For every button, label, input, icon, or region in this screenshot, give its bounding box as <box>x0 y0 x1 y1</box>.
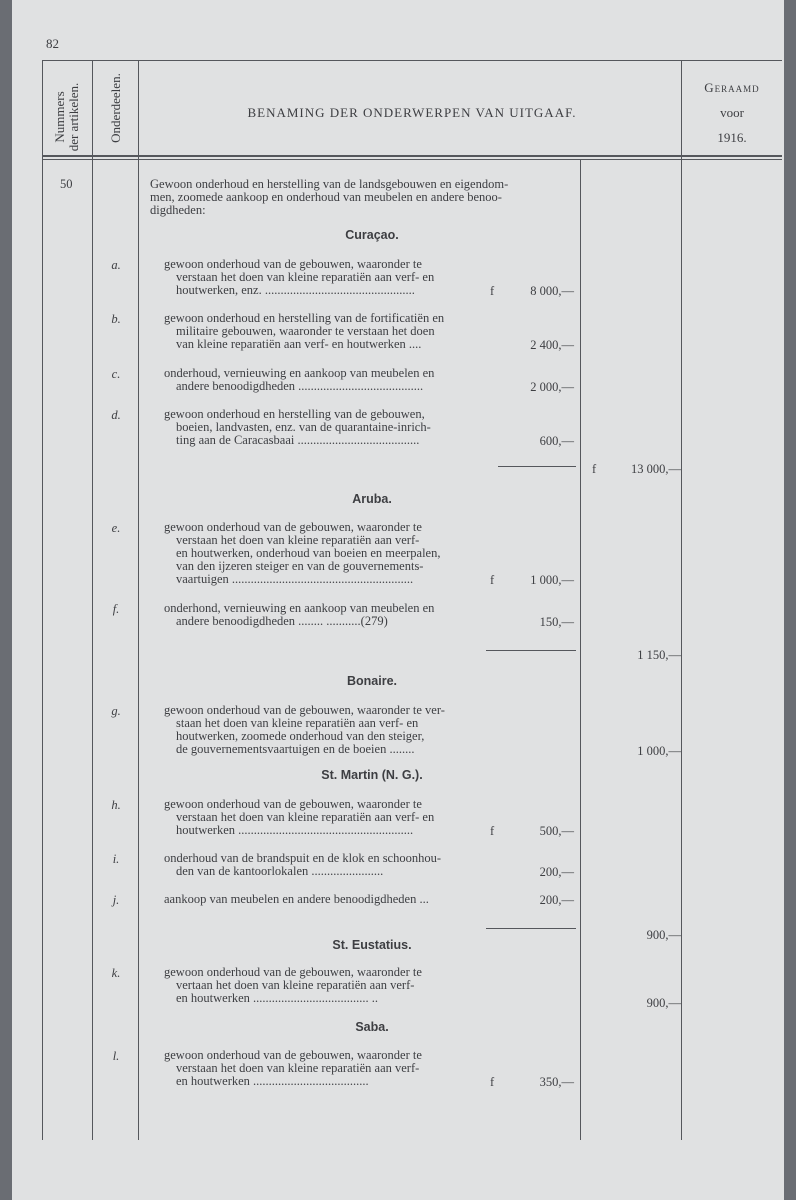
header-geraamd: Geraamd <box>704 80 760 95</box>
header-voor: voor <box>720 105 744 120</box>
header-nummers: Nummers der artikelen. <box>52 82 81 152</box>
subtotal-rule-aruba <box>486 650 576 651</box>
heading-saba: Saba. <box>355 1020 389 1034</box>
item-l-line-1: gewoon onderhoud van de gebouwen, waaronder te <box>164 1048 422 1062</box>
item-h-currency: f <box>490 824 495 838</box>
item-i-line-1: onderhoud van de brandspuit en de klok en schoonhou- <box>164 851 442 865</box>
subtotal-rule-curacao <box>498 466 576 467</box>
item-b-line-3: van kleine reparatiën aan verf- en houtwerken .... <box>176 337 422 351</box>
left-scan-border <box>0 0 12 1200</box>
item-g-line-1: gewoon onderhoud van de gebouwen, waaronder te ver- <box>164 703 445 717</box>
item-letter-k: k. <box>111 966 121 980</box>
item-h-line-2: verstaan het doen van kleine reparatiën aan verf- en <box>176 810 435 824</box>
subtotal-rule-st-martin <box>486 928 576 929</box>
item-k-line-2: vertaan het doen van kleine reparatiën aan verf- <box>176 978 415 992</box>
item-e-line-2: verstaan het doen van kleine reparatiën aan verf- <box>176 533 420 547</box>
item-h-line-1: gewoon onderhoud van de gebouwen, waaronder te <box>164 797 422 811</box>
right-scan-border <box>784 0 796 1200</box>
item-i-amount: 200,— <box>539 865 574 879</box>
item-letter-a: a. <box>111 258 121 272</box>
item-e-line-3: en houtwerken, onderhoud van boeien en meerpalen, <box>176 546 441 560</box>
item-letter-i: i. <box>112 852 120 866</box>
item-letter-h: h. <box>111 798 121 812</box>
item-h-line-3: houtwerken ........................................................ <box>176 823 414 837</box>
item-f-line-2: andere benoodigdheden ........ ...........(279) <box>176 614 388 628</box>
item-e-amount: 1 000,— <box>530 573 574 587</box>
item-a-line-1: gewoon onderhoud van de gebouwen, waaronder te <box>164 257 422 271</box>
total-curacao: 13 000,— <box>631 462 681 476</box>
item-b-line-1: gewoon onderhoud en herstelling van de fortificatiën en <box>164 311 445 325</box>
item-f-line-1: onderhond, vernieuwing en aankoop van meubelen en <box>164 601 435 615</box>
total-st-martin: 900,— <box>646 928 681 942</box>
part-column-rule <box>138 60 139 1140</box>
item-d-line-1: gewoon onderhoud en herstelling van de gebouwen, <box>164 407 425 421</box>
item-a-currency: f <box>490 284 495 298</box>
page-number: 82 <box>46 36 59 51</box>
header-onderdeelen: Onderdeelen. <box>108 73 123 143</box>
item-letter-e: e. <box>111 521 121 535</box>
number-column-rule <box>92 60 93 1140</box>
item-c-line-1: onderhoud, vernieuwing en aankoop van meubelen en <box>164 366 435 380</box>
total-currency-curacao: f <box>592 462 597 476</box>
document-page <box>12 0 784 1200</box>
item-c-amount: 2 000,— <box>530 380 574 394</box>
heading-st-eustatius: St. Eustatius. <box>332 938 412 952</box>
item-a-amount: 8 000,— <box>530 284 574 298</box>
header-top-rule <box>42 60 782 61</box>
item-letter-d: d. <box>111 408 121 422</box>
article-intro-1: Gewoon onderhoud en herstelling van de landsgebouwen en eigendom- <box>150 177 509 191</box>
article-number: 50 <box>60 177 73 191</box>
item-g-line-3: houtwerken, zoomede onderhoud van den steiger, <box>176 729 425 743</box>
item-d-line-3: ting aan de Caracasbaai ....................................... <box>176 433 420 447</box>
total-bonaire: 1 000,— <box>637 744 681 758</box>
item-f-amount: 150,— <box>539 615 574 629</box>
heading-bonaire: Bonaire. <box>346 674 397 688</box>
heading-st-martin: St. Martin (N. G.). <box>321 768 423 782</box>
item-j-amount: 200,— <box>539 893 574 907</box>
left-column-rule <box>42 60 43 1140</box>
item-c-line-2: andere benoodigdheden ........................................ <box>176 379 424 393</box>
total-column-rule <box>681 60 682 1140</box>
header-title: BENAMING DER ONDERWERPEN VAN UITGAAF. <box>247 105 577 120</box>
item-l-amount: 350,— <box>539 1075 574 1089</box>
item-letter-l: l. <box>112 1049 120 1063</box>
heading-aruba: Aruba. <box>352 492 392 506</box>
article-intro-3: digdheden: <box>150 203 206 217</box>
header-year: 1916. <box>717 130 747 145</box>
item-a-line-2: verstaan het doen van kleine reparatiën aan verf- en <box>176 270 435 284</box>
item-k-line-3: en houtwerken ..................................... .. <box>176 991 379 1005</box>
item-b-amount: 2 400,— <box>530 338 574 352</box>
item-e-line-1: gewoon onderhoud van de gebouwen, waaronder te <box>164 520 422 534</box>
item-g-line-4: de gouvernementsvaartuigen en de boeien ........ <box>176 742 415 756</box>
item-e-line-5: vaartuigen .......................................................... <box>176 572 414 586</box>
item-h-amount: 500,— <box>539 824 574 838</box>
item-i-line-2: den van de kantoorlokalen ....................... <box>176 864 384 878</box>
item-letter-f: f. <box>112 602 120 616</box>
item-j-line-1: aankoop van meubelen en andere benoodigdheden ... <box>164 892 429 906</box>
item-l-line-3: en houtwerken ..................................... <box>176 1074 369 1088</box>
item-b-line-2: militaire gebouwen, waaronder te verstaan het doen <box>176 324 435 338</box>
item-e-line-4: van den ijzeren steiger en van de gouvernements- <box>176 559 424 573</box>
item-g-line-2: staan het doen van kleine reparatiën aan verf- en <box>176 716 419 730</box>
item-l-currency: f <box>490 1075 495 1089</box>
total-aruba: 1 150,— <box>637 648 681 662</box>
item-l-line-2: verstaan het doen van kleine reparatiën aan verf- <box>176 1061 420 1075</box>
item-letter-b: b. <box>111 312 121 326</box>
header-bottom-rule-2 <box>42 159 782 160</box>
item-e-currency: f <box>490 573 495 587</box>
heading-curacao: Curaçao. <box>345 228 399 242</box>
item-d-amount: 600,— <box>539 434 574 448</box>
item-d-line-2: boeien, landvasten, enz. van de quarantaine-inrich- <box>176 420 431 434</box>
item-letter-j: j. <box>112 893 120 907</box>
item-letter-g: g. <box>111 704 121 718</box>
item-k-line-1: gewoon onderhoud van de gebouwen, waaronder te <box>164 965 422 979</box>
header-bottom-rule <box>42 155 782 157</box>
item-letter-c: c. <box>111 367 121 381</box>
total-st-eustatius: 900,— <box>646 996 681 1010</box>
item-a-line-3: houtwerken, enz. ................................................ <box>176 283 415 297</box>
article-intro-2: men, zoomede aankoop en onderhoud van meubelen en andere benoo- <box>150 190 502 204</box>
